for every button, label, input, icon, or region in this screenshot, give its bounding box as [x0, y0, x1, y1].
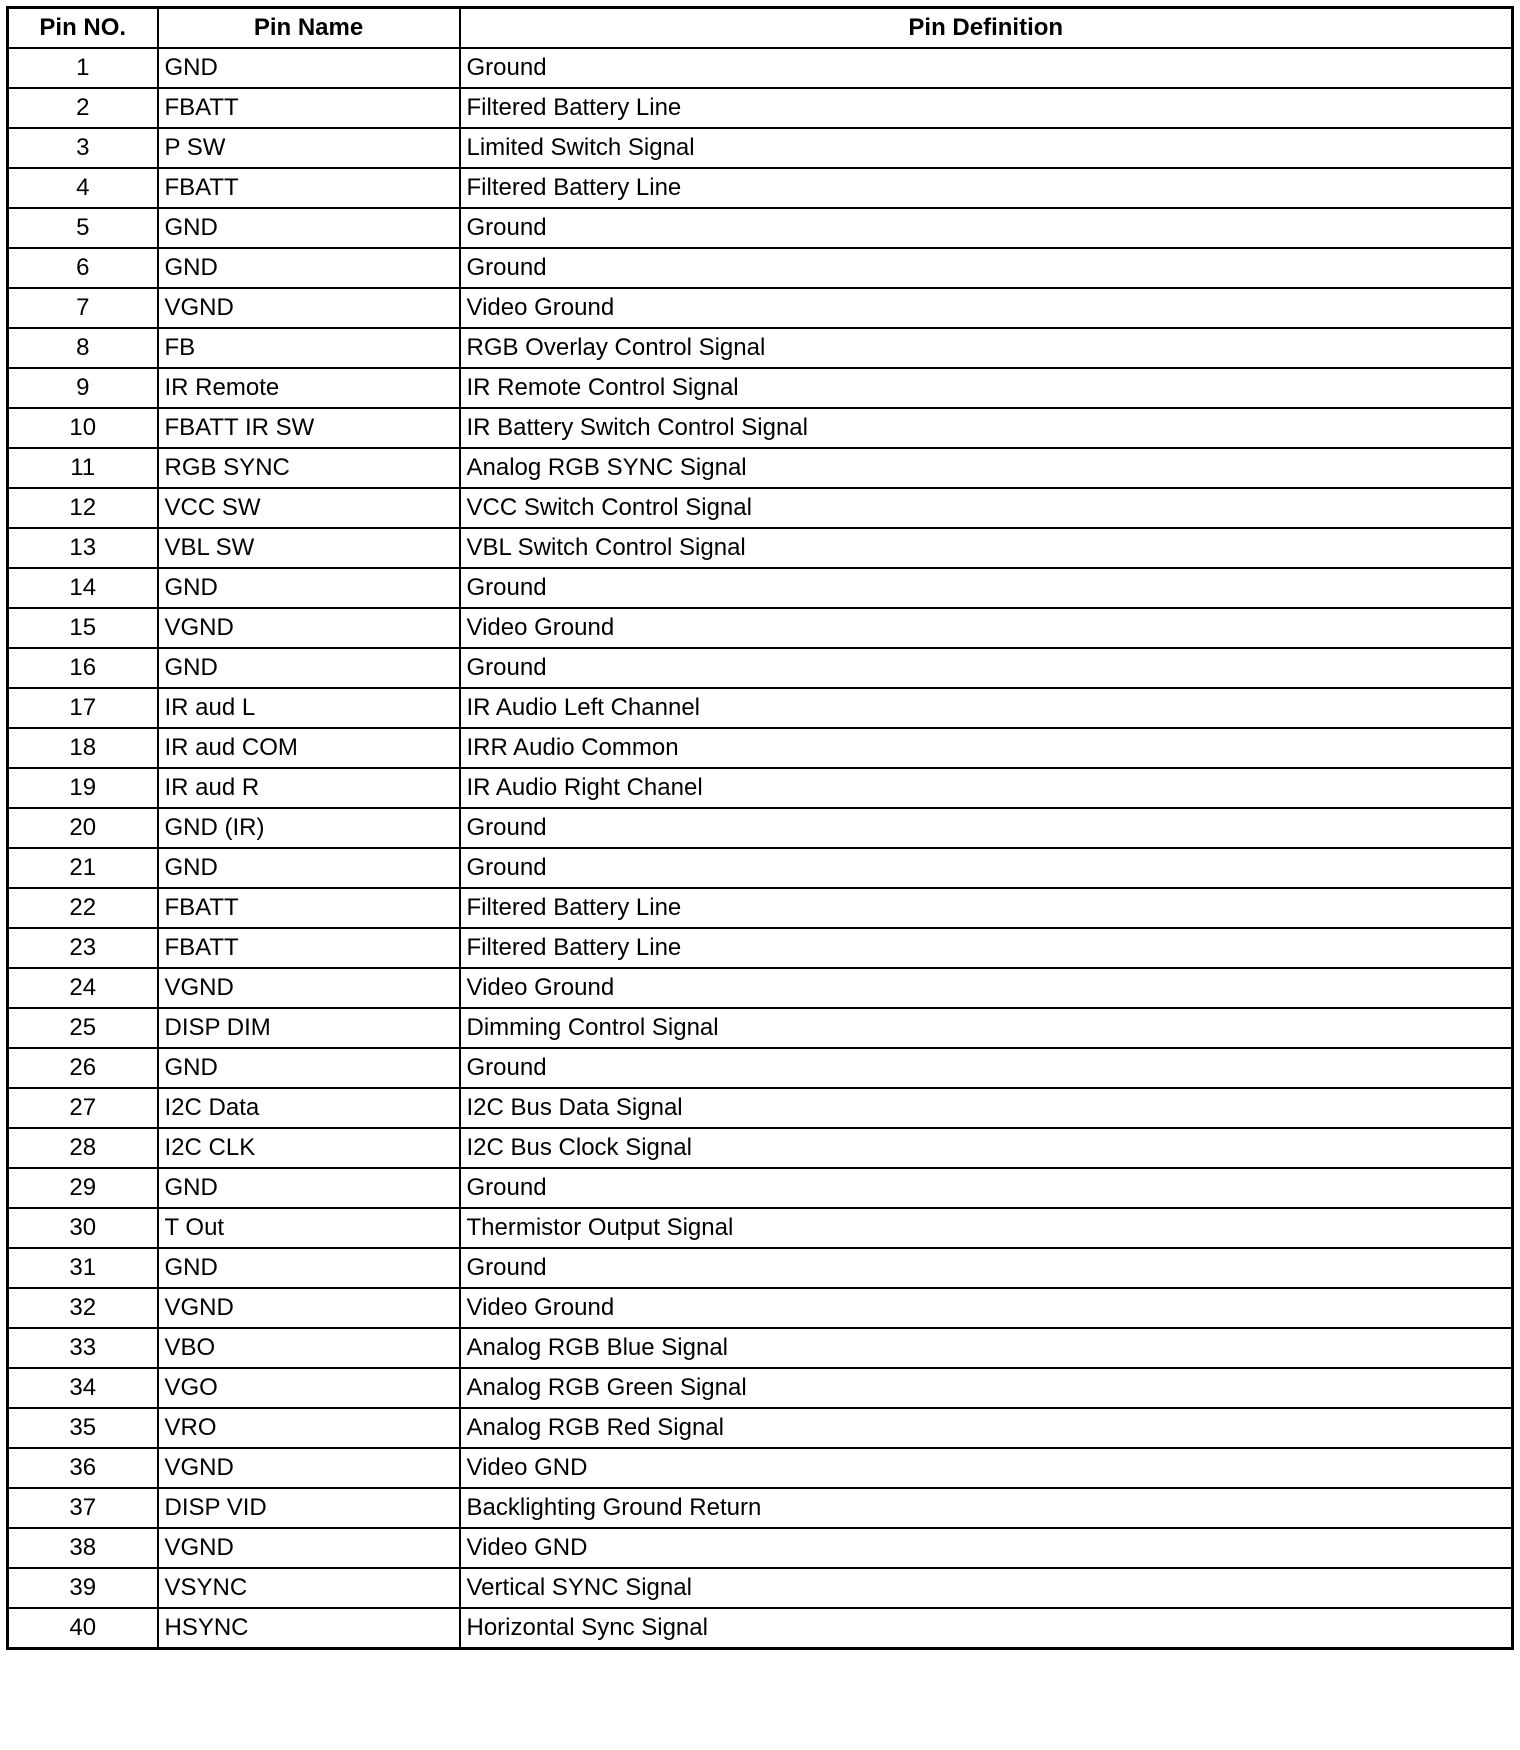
pin-name-cell: VGND — [158, 1448, 460, 1488]
header-pin-definition: Pin Definition — [460, 8, 1513, 49]
pin-number-cell: 33 — [8, 1328, 158, 1368]
pin-name-cell: GND — [158, 1168, 460, 1208]
pin-definition-cell: Analog RGB Green Signal — [460, 1368, 1513, 1408]
pin-number-cell: 20 — [8, 808, 158, 848]
pin-definition-cell: Analog RGB Red Signal — [460, 1408, 1513, 1448]
pin-number-cell: 17 — [8, 688, 158, 728]
pin-definition-cell: I2C Bus Clock Signal — [460, 1128, 1513, 1168]
pin-definition-cell: Backlighting Ground Return — [460, 1488, 1513, 1528]
pin-name-cell: GND — [158, 848, 460, 888]
pin-number-cell: 37 — [8, 1488, 158, 1528]
pin-number-cell: 15 — [8, 608, 158, 648]
pin-definition-cell: IRR Audio Common — [460, 728, 1513, 768]
table-row — [8, 1208, 1513, 1248]
pin-number-cell: 7 — [8, 288, 158, 328]
pin-name-cell: VBO — [158, 1328, 460, 1368]
pin-definition-cell: Ground — [460, 848, 1513, 888]
pin-definition-cell: IR Audio Left Channel — [460, 688, 1513, 728]
pin-name-cell: VSYNC — [158, 1568, 460, 1608]
table-row — [8, 1488, 1513, 1528]
pin-name-cell: GND — [158, 48, 460, 88]
pin-definition-cell: Filtered Battery Line — [460, 168, 1513, 208]
pin-name-cell: VBL SW — [158, 528, 460, 568]
pin-number-cell: 39 — [8, 1568, 158, 1608]
pin-number-cell: 13 — [8, 528, 158, 568]
pin-number-cell: 12 — [8, 488, 158, 528]
pin-name-cell: VGND — [158, 608, 460, 648]
table-row — [8, 1008, 1513, 1048]
table-row — [8, 1568, 1513, 1608]
table-row — [8, 48, 1513, 88]
pin-definition-cell: Horizontal Sync Signal — [460, 1608, 1513, 1649]
table-row — [8, 168, 1513, 208]
table-row — [8, 1528, 1513, 1568]
pin-name-cell: FBATT — [158, 88, 460, 128]
table-row — [8, 88, 1513, 128]
table-row — [8, 528, 1513, 568]
table-row — [8, 1088, 1513, 1128]
table-row — [8, 328, 1513, 368]
table-row — [8, 1448, 1513, 1488]
pin-number-cell: 28 — [8, 1128, 158, 1168]
pin-number-cell: 18 — [8, 728, 158, 768]
pin-name-cell: IR aud R — [158, 768, 460, 808]
table-row — [8, 408, 1513, 448]
pin-name-cell: FBATT — [158, 168, 460, 208]
table-row — [8, 928, 1513, 968]
table-row — [8, 1048, 1513, 1088]
pin-definition-cell: Ground — [460, 648, 1513, 688]
table-row — [8, 1128, 1513, 1168]
pin-definition-cell: Video Ground — [460, 1288, 1513, 1328]
pin-number-cell: 14 — [8, 568, 158, 608]
pin-number-cell: 29 — [8, 1168, 158, 1208]
pin-definition-cell: Analog RGB Blue Signal — [460, 1328, 1513, 1368]
pin-name-cell: GND — [158, 648, 460, 688]
pin-name-cell: GND (IR) — [158, 808, 460, 848]
pin-name-cell: T Out — [158, 1208, 460, 1248]
pin-definition-cell: Video Ground — [460, 608, 1513, 648]
table-row — [8, 688, 1513, 728]
pin-number-cell: 2 — [8, 88, 158, 128]
table-row — [8, 968, 1513, 1008]
pin-number-cell: 40 — [8, 1608, 158, 1649]
pin-definition-cell: Ground — [460, 1048, 1513, 1088]
table-row — [8, 608, 1513, 648]
pin-number-cell: 8 — [8, 328, 158, 368]
pin-name-cell: GND — [158, 1248, 460, 1288]
pin-name-cell: DISP DIM — [158, 1008, 460, 1048]
pin-definition-cell: Vertical SYNC Signal — [460, 1568, 1513, 1608]
pin-number-cell: 11 — [8, 448, 158, 488]
pin-name-cell: IR aud COM — [158, 728, 460, 768]
header-pin-name: Pin Name — [158, 8, 460, 49]
table-body — [8, 48, 1513, 1649]
pin-definition-cell: Ground — [460, 568, 1513, 608]
pin-name-cell: VGND — [158, 968, 460, 1008]
pin-name-cell: VCC SW — [158, 488, 460, 528]
pin-definition-cell: Ground — [460, 808, 1513, 848]
table-row — [8, 1168, 1513, 1208]
pin-definition-cell: Filtered Battery Line — [460, 928, 1513, 968]
header-row — [8, 8, 1513, 49]
table-row — [8, 808, 1513, 848]
pin-number-cell: 10 — [8, 408, 158, 448]
pin-name-cell: VGND — [158, 288, 460, 328]
pin-definition-cell: RGB Overlay Control Signal — [460, 328, 1513, 368]
pin-definition-cell: Ground — [460, 248, 1513, 288]
table-row — [8, 1608, 1513, 1649]
pin-name-cell: VGND — [158, 1528, 460, 1568]
pin-name-cell: DISP VID — [158, 1488, 460, 1528]
pin-name-cell: GND — [158, 568, 460, 608]
header-pin-no: Pin NO. — [8, 8, 158, 49]
table-row — [8, 248, 1513, 288]
pin-number-cell: 30 — [8, 1208, 158, 1248]
pin-definition-cell: Video GND — [460, 1528, 1513, 1568]
pin-name-cell: GND — [158, 1048, 460, 1088]
table-row — [8, 1368, 1513, 1408]
pin-definition-cell: I2C Bus Data Signal — [460, 1088, 1513, 1128]
pin-name-cell: I2C CLK — [158, 1128, 460, 1168]
pin-number-cell: 35 — [8, 1408, 158, 1448]
pin-number-cell: 38 — [8, 1528, 158, 1568]
table-header — [8, 8, 1513, 49]
table-row — [8, 728, 1513, 768]
pin-name-cell: IR aud L — [158, 688, 460, 728]
pin-definition-cell: Video GND — [460, 1448, 1513, 1488]
pin-definition-cell: IR Remote Control Signal — [460, 368, 1513, 408]
pin-number-cell: 23 — [8, 928, 158, 968]
pin-number-cell: 21 — [8, 848, 158, 888]
pin-definition-cell: Ground — [460, 1168, 1513, 1208]
pin-definition-cell: Ground — [460, 208, 1513, 248]
pin-definition-cell: Dimming Control Signal — [460, 1008, 1513, 1048]
pin-name-cell: VRO — [158, 1408, 460, 1448]
table-row — [8, 288, 1513, 328]
pin-number-cell: 25 — [8, 1008, 158, 1048]
table-row — [8, 448, 1513, 488]
pin-number-cell: 34 — [8, 1368, 158, 1408]
table-row — [8, 368, 1513, 408]
table-row — [8, 568, 1513, 608]
pin-name-cell: GND — [158, 248, 460, 288]
pin-number-cell: 5 — [8, 208, 158, 248]
table-row — [8, 848, 1513, 888]
pin-definition-cell: Video Ground — [460, 288, 1513, 328]
pin-number-cell: 6 — [8, 248, 158, 288]
pin-number-cell: 22 — [8, 888, 158, 928]
pin-definition-cell: Ground — [460, 48, 1513, 88]
pin-name-cell: IR Remote — [158, 368, 460, 408]
pin-definition-cell: Thermistor Output Signal — [460, 1208, 1513, 1248]
pin-definition-cell: VCC Switch Control Signal — [460, 488, 1513, 528]
pin-definition-cell: Filtered Battery Line — [460, 888, 1513, 928]
pin-number-cell: 36 — [8, 1448, 158, 1488]
pin-definition-table — [6, 6, 1514, 1650]
pin-definition-cell: IR Battery Switch Control Signal — [460, 408, 1513, 448]
table-row — [8, 1408, 1513, 1448]
pin-number-cell: 32 — [8, 1288, 158, 1328]
pin-name-cell: FBATT — [158, 888, 460, 928]
pin-number-cell: 3 — [8, 128, 158, 168]
table-row — [8, 208, 1513, 248]
pin-name-cell: VGND — [158, 1288, 460, 1328]
table-row — [8, 128, 1513, 168]
pin-name-cell: VGO — [158, 1368, 460, 1408]
pin-definition-cell: Analog RGB SYNC Signal — [460, 448, 1513, 488]
table-row — [8, 1288, 1513, 1328]
pin-name-cell: HSYNC — [158, 1608, 460, 1649]
pin-number-cell: 1 — [8, 48, 158, 88]
pin-number-cell: 24 — [8, 968, 158, 1008]
table-row — [8, 488, 1513, 528]
pin-definition-cell: Limited Switch Signal — [460, 128, 1513, 168]
pin-number-cell: 19 — [8, 768, 158, 808]
table-row — [8, 768, 1513, 808]
pin-number-cell: 26 — [8, 1048, 158, 1088]
pin-number-cell: 9 — [8, 368, 158, 408]
pin-name-cell: P SW — [158, 128, 460, 168]
pin-name-cell: RGB SYNC — [158, 448, 460, 488]
table-row — [8, 888, 1513, 928]
pin-name-cell: FBATT — [158, 928, 460, 968]
pin-number-cell: 27 — [8, 1088, 158, 1128]
pin-number-cell: 4 — [8, 168, 158, 208]
pin-definition-cell: Video Ground — [460, 968, 1513, 1008]
table-row — [8, 1248, 1513, 1288]
pin-name-cell: GND — [158, 208, 460, 248]
pin-number-cell: 31 — [8, 1248, 158, 1288]
pin-name-cell: I2C Data — [158, 1088, 460, 1128]
pin-definition-cell: Filtered Battery Line — [460, 88, 1513, 128]
pin-number-cell: 16 — [8, 648, 158, 688]
table-row — [8, 1328, 1513, 1368]
pin-name-cell: FBATT IR SW — [158, 408, 460, 448]
pin-name-cell: FB — [158, 328, 460, 368]
table-row — [8, 648, 1513, 688]
pin-definition-cell: Ground — [460, 1248, 1513, 1288]
pin-definition-cell: VBL Switch Control Signal — [460, 528, 1513, 568]
pin-definition-cell: IR Audio Right Chanel — [460, 768, 1513, 808]
